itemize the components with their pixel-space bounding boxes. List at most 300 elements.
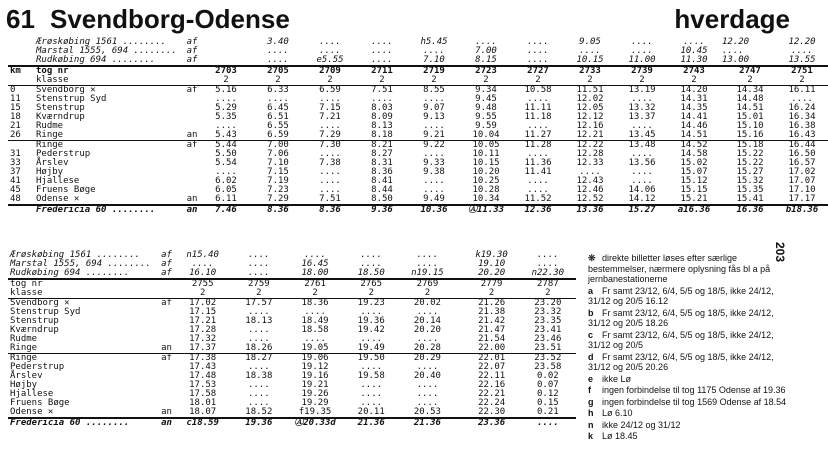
table-cell: 18.49: [301, 316, 329, 326]
table-cell: 15.18: [736, 140, 764, 150]
table-cell: 2787: [537, 279, 559, 289]
table-cell: 48: [10, 194, 21, 204]
table-cell: 8.55: [423, 85, 445, 95]
table-cell: ....: [371, 46, 393, 56]
table-cell: Ærøskøbing 1561 ........: [36, 37, 167, 47]
table-cell: 41: [10, 176, 21, 186]
table-cell: ....: [416, 380, 439, 390]
table-cell: 5.50: [215, 149, 237, 159]
footnote-text: ikke Lø: [602, 373, 632, 384]
table-cell: 2779: [480, 279, 503, 289]
table-cell: 12.52: [576, 194, 604, 204]
table-cell: 9.21: [423, 130, 445, 140]
table-cell: ....: [423, 149, 445, 159]
table-cell: 10.28: [472, 185, 500, 195]
table-cell: 20.02: [413, 298, 441, 308]
table-cell: 33: [10, 158, 21, 168]
table-cell: ....: [267, 94, 289, 104]
table-cell: 8.36: [267, 205, 289, 215]
table-cell: 19.29: [301, 398, 329, 408]
table-cell: ....: [527, 185, 549, 195]
table-cell: 18.36: [301, 298, 329, 308]
footnote: [588, 330, 788, 351]
table-cell: 2: [483, 75, 489, 85]
table-cell: 11.41: [524, 167, 552, 177]
table-cell: 17.17: [788, 194, 816, 204]
table-cell: ....: [360, 398, 383, 408]
table-cell: 23.46: [534, 334, 562, 344]
table-cell: Hjallese: [36, 176, 80, 186]
table-cell: 2769: [416, 279, 439, 289]
table-cell: [184, 104, 200, 113]
timetable-bottom: [8, 251, 576, 428]
table-cell: 16.10: [189, 268, 217, 278]
table-cell: 17.02: [189, 298, 217, 308]
table-cell: 9.45: [475, 94, 497, 104]
table-cell: 20.28: [413, 343, 441, 353]
table-cell: [456, 381, 464, 390]
table-cell: 12.21: [576, 130, 604, 140]
table-cell: 20.14: [413, 316, 441, 326]
table-cell: 9.07: [423, 103, 445, 113]
table-cell: 26: [10, 130, 21, 140]
table-cell: ....: [527, 46, 549, 56]
table-cell: an: [161, 407, 172, 417]
table-cell: [8, 38, 34, 47]
table-cell: Rudme: [36, 121, 64, 131]
table-cell: ....: [360, 380, 383, 390]
table-cell: 7.29: [319, 130, 341, 140]
table-cell: 20.29: [413, 353, 441, 363]
table-cell: 22.24: [478, 398, 506, 408]
table-cell: 6.33: [267, 85, 289, 95]
table-cell: [456, 279, 464, 289]
table-cell: ....: [248, 398, 270, 408]
table-cell: 2: [256, 288, 262, 298]
table-cell: 23.52: [534, 353, 562, 363]
footnote-key: b: [588, 307, 594, 318]
table-cell: 2: [587, 75, 593, 85]
table-cell: ....: [416, 307, 439, 317]
table-cell: 17.15: [189, 307, 217, 317]
table-row: [8, 195, 828, 205]
table-cell: 8.03: [371, 103, 393, 113]
table-cell: ....: [267, 55, 289, 65]
table-cell: 14.20: [680, 85, 708, 95]
table-cell: [159, 390, 175, 399]
table-cell: [456, 408, 464, 418]
table-row: [8, 408, 576, 418]
table-cell: [184, 150, 200, 159]
table-cell: ....: [215, 167, 237, 177]
table-cell: 2: [312, 288, 318, 298]
table-cell: 21.42: [478, 316, 506, 326]
table-cell: 9.13: [423, 112, 445, 122]
table-cell: 9.34: [475, 85, 497, 95]
table-cell: 16.57: [788, 158, 816, 168]
table-cell: 17.53: [189, 380, 217, 390]
table-cell: 20.11: [357, 407, 385, 417]
table-cell: ....: [248, 334, 270, 344]
table-cell: Pederstrup: [10, 362, 65, 372]
table-cell: n15.40: [186, 250, 219, 260]
timetable-top: [8, 38, 828, 215]
table-cell: 10.15: [472, 158, 500, 168]
table-cell: ....: [527, 176, 549, 186]
table-cell: 7.06: [267, 149, 289, 159]
table-cell: an: [161, 343, 172, 353]
table-cell: 17.32: [189, 334, 217, 344]
table-cell: 8.18: [371, 130, 393, 140]
table-cell: 19.12: [301, 362, 329, 372]
table-cell: af: [161, 259, 172, 269]
table-cell: h5.45: [420, 37, 448, 47]
table-cell: 12.20: [722, 37, 750, 47]
table-cell: 8.44: [371, 185, 393, 195]
table-cell: 15.16: [736, 130, 764, 140]
table-cell: 12.12: [576, 112, 604, 122]
table-cell: tog nr: [36, 66, 69, 76]
table-cell: 6.05: [215, 185, 237, 195]
table-cell: af: [186, 37, 198, 47]
table-cell: ....: [304, 250, 326, 260]
table-cell: 5.29: [215, 103, 237, 113]
table-cell: Årslev: [10, 371, 43, 381]
table-cell: an: [186, 205, 198, 215]
table-cell: k19.30: [475, 250, 508, 260]
table-cell: [456, 354, 464, 364]
table-cell: 11.30: [680, 55, 708, 65]
table-cell: 7.15: [267, 167, 289, 177]
footnote-text: ikke 24/12 og 31/12: [602, 419, 681, 430]
table-cell: Ærøskøbing 1561 ........: [10, 250, 141, 260]
table-cell: 15.41: [736, 194, 764, 204]
table-cell: 9.48: [475, 103, 497, 113]
table-cell: 18.01: [189, 398, 217, 408]
table-cell: [184, 177, 200, 186]
table-cell: [456, 418, 464, 428]
table-cell: Årslev: [36, 158, 69, 168]
table-cell: af: [161, 353, 172, 363]
table-cell: 10.04: [472, 130, 500, 140]
table-cell: 19.49: [357, 343, 385, 353]
table-cell: 18.50: [357, 268, 385, 278]
table-cell: 9.33: [423, 158, 445, 168]
table-cell: 9.22: [423, 140, 445, 150]
table-cell: ....: [304, 334, 326, 344]
table-cell: Ringe: [10, 343, 38, 353]
table-cell: ....: [527, 55, 549, 65]
table-cell: af: [161, 268, 172, 278]
table-cell: 12.43: [576, 176, 604, 186]
table-cell: 9.59: [475, 121, 497, 131]
table-cell: af: [161, 298, 172, 308]
table-cell: 2739: [631, 66, 653, 76]
table-cell: 7.10: [267, 158, 289, 168]
table-cell: 22.30: [478, 407, 506, 417]
table-cell: 16.36: [736, 205, 764, 215]
table-cell: ....: [248, 307, 270, 317]
table-cell: 14.06: [628, 185, 656, 195]
table-cell: Odense ✕: [36, 194, 80, 204]
table-cell: ....: [423, 121, 445, 131]
table-cell: ....: [360, 307, 383, 317]
table-cell: 16.38: [788, 121, 816, 131]
table-cell: 2759: [248, 279, 270, 289]
table-cell: 9.36: [371, 205, 393, 215]
table-cell: 2765: [360, 279, 383, 289]
table-cell: 2751: [791, 66, 813, 76]
table-cell: 11.27: [524, 130, 552, 140]
timetable-header: [0, 0, 800, 34]
table-cell: 14.51: [736, 103, 764, 113]
table-cell: 22.01: [478, 353, 506, 363]
table-cell: ....: [791, 46, 813, 56]
table-cell: ....: [423, 46, 445, 56]
table-cell: Fredericia 60 ........: [10, 418, 130, 428]
table-cell: 2: [223, 75, 229, 85]
table-cell: 7.10: [423, 55, 445, 65]
footnote: [588, 420, 788, 431]
table-cell: 12.46: [576, 185, 604, 195]
table-cell: 10.45: [680, 46, 708, 56]
table-cell: 7.29: [267, 194, 289, 204]
table-cell: ....: [527, 121, 549, 131]
table-cell: 18.26: [245, 343, 273, 353]
footnote-key: e: [588, 373, 594, 384]
table-cell: Kværndrup: [10, 325, 59, 335]
footnote-key: n: [588, 419, 594, 430]
table-cell: 20.53: [413, 407, 441, 417]
table-cell: 2719: [423, 66, 445, 76]
table-cell: Ringe: [10, 353, 38, 363]
table-cell: 31: [10, 149, 21, 159]
footnote-text: Lø 18.45: [602, 431, 638, 441]
table-cell: 15.22: [736, 149, 764, 159]
table-cell: 21.36: [413, 418, 441, 428]
table-cell: 12.33: [576, 158, 604, 168]
footnote-key: h: [588, 408, 594, 418]
table-cell: 13.36: [576, 205, 604, 215]
footnote-text: direkte billetter løses efter særlige bestemmelser, nærmere oplysning fås bl a på jernbanestationerne: [588, 253, 771, 284]
table-cell: 13.55: [788, 55, 816, 65]
table-cell: 9.38: [423, 167, 445, 177]
table-cell: 8.41: [371, 176, 393, 186]
table-cell: ....: [371, 37, 393, 47]
table-cell: ....: [360, 362, 383, 372]
table-cell: n22.30: [531, 268, 565, 278]
footnote: [588, 431, 788, 442]
table-cell: 14.52: [680, 140, 708, 150]
table-cell: Ⓐ20.33d: [294, 418, 336, 428]
table-cell: ....: [537, 259, 559, 269]
table-cell: 17.43: [189, 362, 217, 372]
table-cell: ....: [631, 46, 653, 56]
table-cell: Pederstrup: [36, 149, 91, 159]
table-cell: 19.05: [301, 343, 329, 353]
table-cell: Ⓐ11.33: [467, 205, 505, 215]
table-cell: Fruens Bøge: [10, 398, 70, 408]
table-cell: Hjallese: [10, 389, 54, 399]
table-cell: 14.31: [680, 94, 708, 104]
table-cell: [456, 308, 464, 317]
table-row: [8, 66, 828, 76]
table-cell: 2703: [215, 66, 237, 76]
footnote-key: d: [588, 351, 594, 362]
table-cell: 19.23: [357, 298, 385, 308]
table-cell: 13.48: [628, 140, 656, 150]
table-cell: 11.28: [524, 140, 552, 150]
table-cell: ....: [267, 46, 289, 56]
table-cell: Rudme: [10, 334, 38, 344]
table-cell: 5.16: [215, 85, 237, 95]
table-cell: 16.11: [788, 85, 816, 95]
table-cell: Kværndrup: [36, 112, 85, 122]
footnote-text: Fr samt 23/12, 6/4, 5/5 og 18/5, ikke 24/12, 31/12 og 20/5 16.12: [588, 285, 774, 306]
table-cell: 6.02: [215, 176, 237, 186]
table-cell: 19.16: [301, 371, 329, 381]
table-cell: ....: [631, 167, 653, 177]
table-cell: 7.00: [267, 140, 289, 150]
table-cell: 14.51: [680, 130, 708, 140]
table-cell: 2: [535, 75, 541, 85]
footnote: [588, 374, 788, 385]
table-cell: 6.51: [267, 112, 289, 122]
table-cell: f19.35: [298, 407, 332, 417]
table-cell: 12.20: [788, 37, 816, 47]
table-cell: 11.36: [524, 158, 552, 168]
table-cell: 10.36: [420, 205, 448, 215]
table-cell: 3.40: [267, 37, 289, 47]
table-cell: 23.32: [534, 307, 562, 317]
table-cell: ....: [215, 94, 237, 104]
table-cell: klasse: [10, 288, 43, 298]
footnote-text: Fr samt 23/12, 6/4, 5/5 og 18/5, ikke 24/12, 31/12 og 20/5: [588, 329, 774, 350]
table-cell: 7.23: [267, 185, 289, 195]
table-cell: af: [161, 250, 172, 260]
table-cell: 12.02: [576, 94, 604, 104]
footnote: [588, 308, 788, 329]
table-cell: 13.45: [628, 130, 656, 140]
table-cell: 8.09: [371, 112, 393, 122]
table-cell: 5.35: [215, 112, 237, 122]
table-cell: 7.51: [371, 85, 393, 95]
table-cell: 0.02: [537, 371, 559, 381]
table-cell: 15.22: [736, 158, 764, 168]
timetable-top-body: [8, 38, 828, 215]
table-cell: 13.56: [628, 158, 656, 168]
table-cell: 5.54: [215, 158, 237, 168]
table-cell: ....: [360, 334, 383, 344]
table-cell: 8.31: [371, 158, 393, 168]
table-cell: 2: [488, 288, 495, 298]
table-cell: 6.55: [267, 121, 289, 131]
table-cell: [8, 47, 34, 56]
table-cell: ....: [248, 380, 270, 390]
table-cell: 17.10: [788, 185, 816, 195]
table-cell: [456, 390, 464, 399]
table-cell: 16.24: [788, 103, 816, 113]
table-cell: 19.36: [245, 418, 273, 428]
table-cell: 7.51: [319, 194, 341, 204]
table-cell: 23.51: [534, 343, 562, 353]
table-cell: ....: [248, 362, 270, 372]
table-cell: 2733: [579, 66, 601, 76]
route-title: Svendborg-Odense: [50, 4, 290, 34]
table-cell: 9.05: [579, 37, 601, 47]
timetable-bottom-body: [8, 251, 576, 428]
table-cell: 11.00: [628, 55, 656, 65]
table-cell: [184, 168, 200, 177]
table-cell: c18.59: [186, 418, 219, 428]
table-cell: 14.46: [680, 121, 708, 131]
footnote-key: c: [588, 329, 594, 340]
table-cell: Ringe: [36, 130, 64, 140]
table-cell: 10.15: [576, 55, 604, 65]
table-cell: ....: [319, 94, 341, 104]
table-cell: 15.32: [736, 176, 764, 186]
table-cell: 17.21: [189, 316, 217, 326]
table-cell: 8.36: [371, 167, 393, 177]
table-cell: ....: [248, 389, 270, 399]
table-cell: 21.36: [357, 418, 385, 428]
table-cell: ....: [579, 167, 601, 177]
table-cell: an: [186, 194, 198, 204]
table-cell: Odense ✕: [10, 407, 54, 417]
table-cell: ....: [416, 259, 439, 269]
table-cell: 2: [431, 75, 437, 85]
table-cell: [456, 289, 464, 299]
table-cell: [184, 66, 200, 76]
table-cell: ....: [537, 250, 559, 260]
table-cell: 21.47: [478, 325, 506, 335]
table-cell: [456, 260, 464, 269]
table-cell: 2705: [267, 66, 289, 76]
table-cell: [159, 317, 175, 326]
table-cell: [184, 159, 200, 168]
table-cell: [200, 47, 252, 56]
table-cell: 2: [199, 288, 206, 298]
table-cell: 8.36: [319, 205, 341, 215]
table-cell: 2743: [683, 66, 705, 76]
table-cell: 8.15: [475, 55, 497, 65]
table-cell: 11: [10, 94, 21, 104]
table-cell: 18.13: [245, 316, 273, 326]
table-cell: 45: [10, 185, 21, 195]
table-cell: 14.35: [680, 103, 708, 113]
table-cell: 11.11: [524, 103, 552, 113]
table-cell: ....: [319, 37, 341, 47]
table-cell: 13.00: [722, 55, 750, 65]
table-cell: ....: [416, 362, 439, 372]
table-cell: 12.28: [576, 149, 604, 159]
table-cell: 22.00: [478, 343, 506, 353]
table-cell: 2: [545, 288, 551, 298]
footnote-key: a: [588, 285, 594, 296]
table-cell: 17.02: [788, 167, 816, 177]
table-cell: 2: [379, 75, 385, 85]
table-cell: [456, 344, 464, 354]
table-cell: 2: [747, 75, 753, 85]
table-cell: 17.28: [189, 325, 217, 335]
table-cell: 15.27: [628, 205, 656, 215]
table-cell: tog nr: [10, 279, 43, 289]
table-cell: 7.00: [475, 46, 497, 56]
table-cell: 21.38: [478, 307, 506, 317]
table-cell: af: [186, 85, 198, 95]
table-cell: 17.57: [245, 298, 273, 308]
table-cell: ....: [248, 250, 270, 260]
